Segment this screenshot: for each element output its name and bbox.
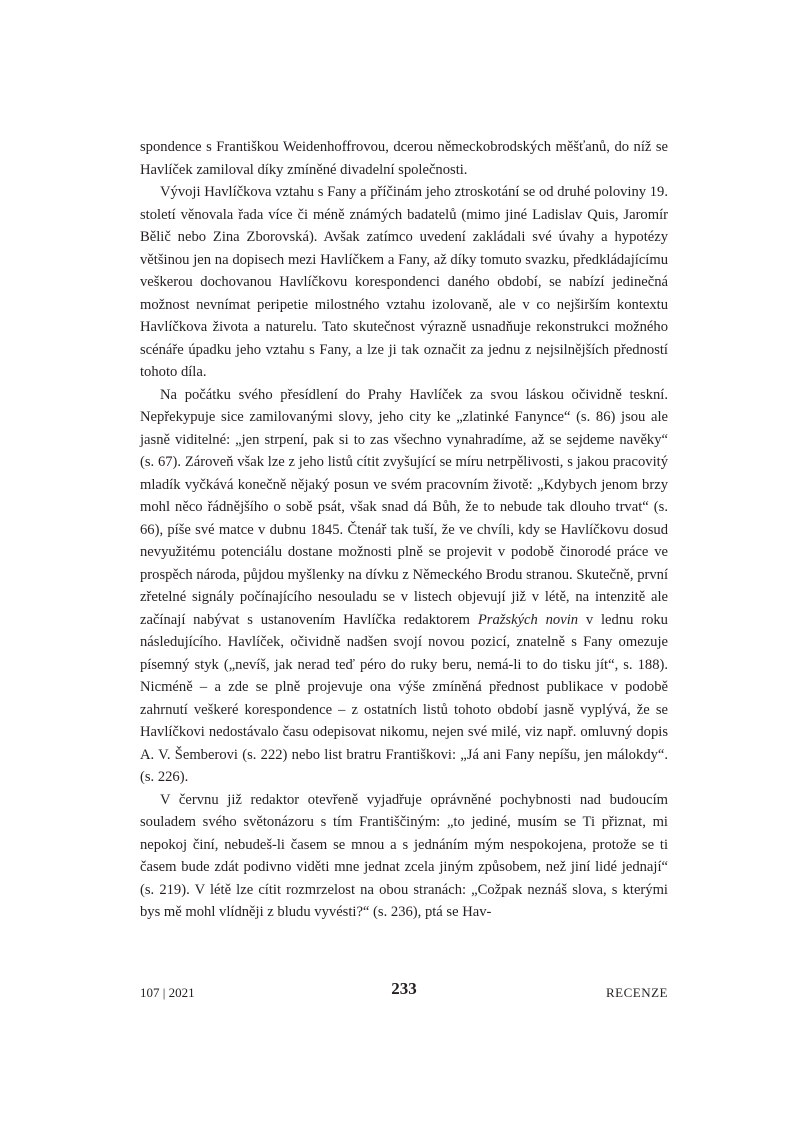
paragraph-3-start: Na počátku svého přesídlení do Prahy Havlíček za svou láskou očividně teskní. Nepřekypuje sice zamilovanými slovy, jeho city ke „zlatinké Fanynce“ (s. 86) jsou ale jasně viditelné: „jen strpení, pak si to zas všechno vynahradíme, až se sejdeme navěky“ (s. 67). Zároveň však lze z jeho listů cítit zvyšující se míru netrpělivosti, s jakou pracovitý mladík vyčkává konečně nějaký posun ve svém pracovním životě: „Kdybych jenom brzy mohl něco řádnějšího o sobě psát, však snad dá Bůh, že to nebude tak dlouho trvat“ (s. 66), píše své matce v dubnu 1845. Čtenář tak tuší, že ve chvíli, kdy se Havlíčkovu dosud nevyužitému potenciálu dostane možnosti plně se projevit v podobě činorodé práce ve prospěch národa, půjdou myšlenky na dívku z Německého Brodu stranou. Skutečně, první zřetelné signály počínajícího nesouladu se v listech objevují již v létě, na intenzitě ale začínají nabývat s ustanovením Havlíčka redaktorem: [140, 386, 668, 628]
paragraph-1: spondence s Františkou Weidenhoffrovou, dcerou německobrodských měšťanů, do níž se Havlíček zamiloval díky zmíněné divadelní společnosti.: [140, 139, 668, 178]
paragraph-2: Vývoji Havlíčkova vztahu s Fany a příčinám jeho ztroskotání se od druhé poloviny 19. století věnovala řada více či méně známých badatelů (mimo jiné Ladislav Quis, Jaromír Bělič nebo Zina Zborovská). Avšak zatímco uvedení zakládali své úvahy a hypotézy většinou jen na dopisech mezi Havlíčkem a Fany, až díky tomuto svazku, předkládajícímu veškerou dochovanou Havlíčkovu korespondenci daného období, se nabízí jedinečná možnost nevnímat peripetie milostného vztahu izolovaně, ale v co nejširším kontextu Havlíčkova života a naturelu. Tato skutečnost výrazně usnadňuje rekonstrukci možného scénáře úpadku jeho vztahu s Fany, a lze ji tak označit za jednu z nejsilnějších předností tohoto díla.: [140, 184, 668, 380]
paragraph-3: [140, 384, 668, 789]
body-text: [140, 136, 668, 924]
page-footer: [140, 979, 668, 1003]
section-label: RECENZE: [606, 985, 668, 1000]
paragraph-3-end: v lednu roku následujícího. Havlíček, očividně nadšen svojí novou pozicí, znatelně s Fany omezuje písemný styk („nevíš, jak nerad teď péro do ruky beru, nemá-li to do tisku jít“, s. 188). Nicméně – a zde se plně projevuje ona výše zmíněná přednost publikace v podobě zahrnutí veškeré korespondence – z ostatních listů tohoto období jasně vyplývá, že se Havlíčkovi nedostávalo času odepisovat nikomu, nejen své milé, viz např. omluvný dopis A. V. Šemberovi (s. 222) nebo list bratru Františkovi: „Já ani Fany nepíšu, jen málokdy“. (s. 226).: [140, 611, 668, 785]
paragraph-4: V červnu již redaktor otevřeně vyjadřuje oprávněné pochybnosti nad budoucím souladem svého světonázoru s tím Františčiným: „to jediné, musím se Ti přiznat, mi nepokoj činí, nebudeš-li časem se mnou a s jednáním mým nespokojena, protože se ti časem bude zdát podivno viděti mne jednat zcela jiným způsobem, než jiní lidé jednají“ (s. 219). V létě lze cítit rozmrzelost na obou stranách: „Cožpak neznáš slova, s kterými bys mě mohl vlídněji z bludu vyvésti?“ (s. 236), ptá se Hav-: [140, 791, 668, 920]
issue-label: 107 | 2021: [140, 985, 195, 1000]
page-number: 233: [391, 979, 417, 998]
newspaper-title: Pražských novin: [477, 611, 579, 628]
